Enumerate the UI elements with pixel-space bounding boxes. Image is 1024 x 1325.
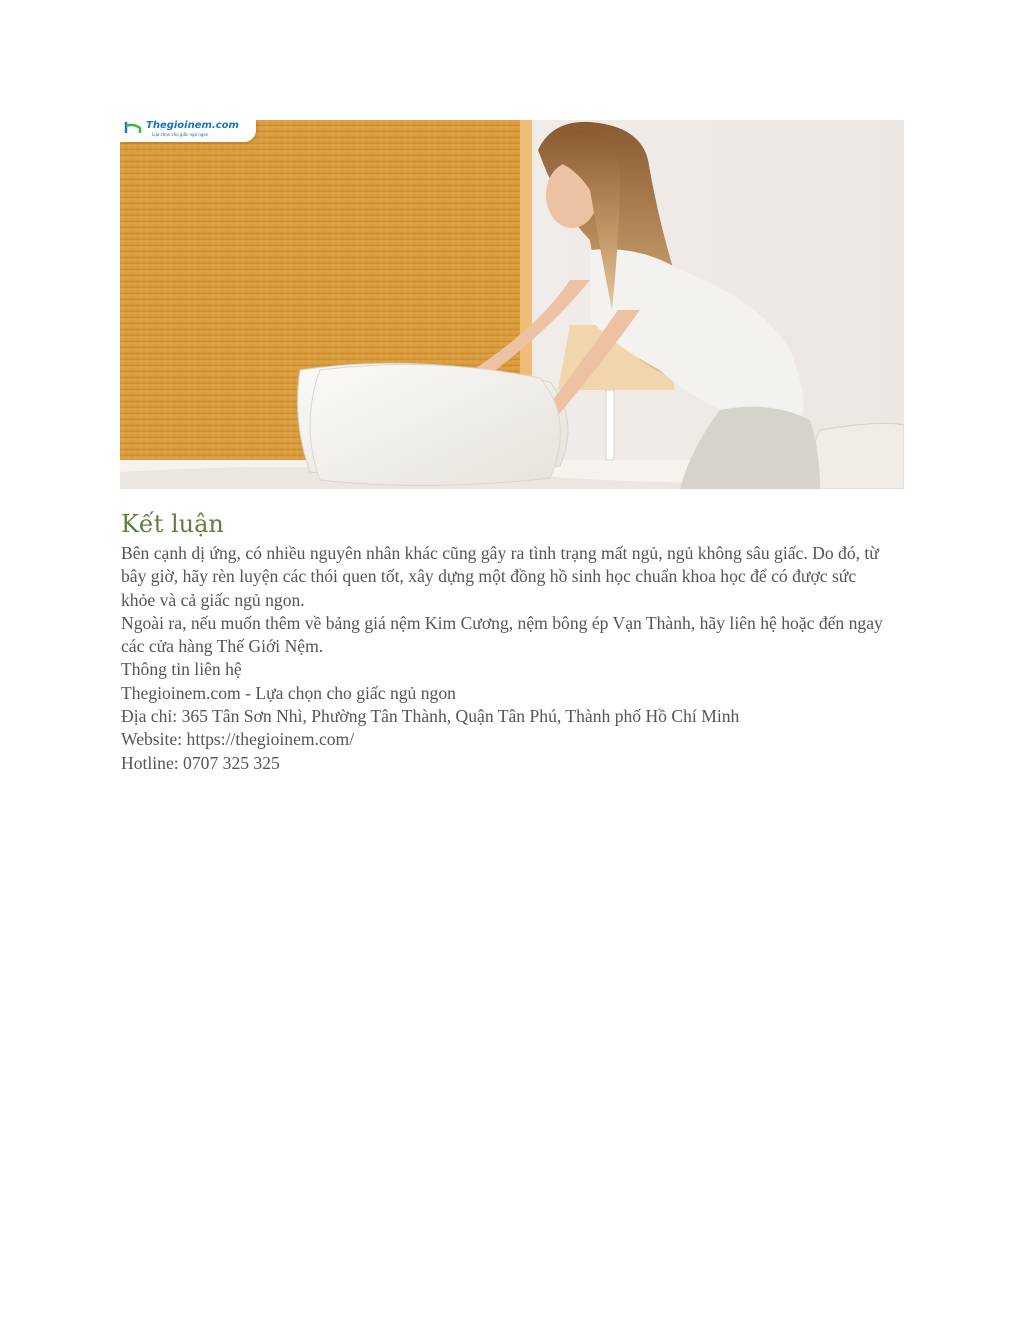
section-heading: Kết luận <box>121 510 224 538</box>
paragraph-more-info: Ngoài ra, nếu muốn thêm về bảng giá nệm Kim Cương, nệm bông ép Vạn Thành, hãy liên hệ hoặc đến ngay các cửa hàng Thế Giới Nệm. <box>121 612 883 657</box>
contact-address: Địa chỉ: 365 Tân Sơn Nhì, Phường Tân Thành, Quận Tân Phú, Thành phố Hồ Chí Minh <box>121 706 740 727</box>
contact-hotline: Hotline: 0707 325 325 <box>121 752 280 773</box>
article-body <box>121 542 891 775</box>
contact-website: Website: https://thegioinem.com/ <box>121 729 355 750</box>
bed-logo-icon <box>124 120 142 134</box>
brand-logo-badge <box>120 120 256 142</box>
paragraph-conclusion: Bên cạnh dị ứng, có nhiều nguyên nhân khác cũng gây ra tình trạng mất ngủ, ngủ không sâu giấc. Do đó, từ bây giờ, hãy rèn luyện các thói quen tốt, xây dựng một đồng hồ sinh học chuẩn khoa học để có được sức khỏe và cả giấc ngủ ngon. <box>121 543 879 610</box>
logo-slogan-text: Lựa chọn cho giấc ngủ ngon <box>152 132 209 137</box>
photo-illustration <box>120 120 904 489</box>
contact-title: Thông tin liên hệ <box>121 659 242 680</box>
contact-brand-line: Thegioinem.com - Lựa chọn cho giấc ngủ ngon <box>121 682 456 703</box>
article-photo <box>120 120 904 489</box>
logo-brand-text: Thegioinem.com <box>146 120 239 131</box>
